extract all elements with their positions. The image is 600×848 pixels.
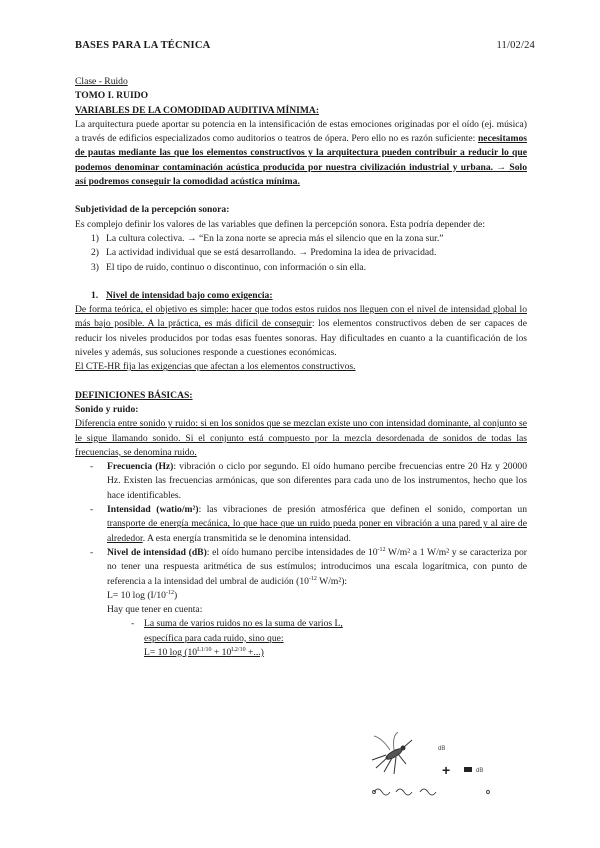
tome-title: TOMO I. RUIDO	[75, 90, 149, 102]
section-title: VARIABLES DE LA COMODIDAD AUDITIVA MÍNIMA:	[75, 104, 320, 116]
header-title: BASES PARA LA TÉCNICA	[75, 40, 211, 51]
sum-item: - La suma de varios ruidos no es la suma de varios L,	[131, 618, 343, 630]
document-body	[75, 75, 527, 660]
mosquito-sum-diagram	[368, 732, 500, 812]
subjectivity-list	[75, 232, 527, 275]
definitions-subtitle: Sonido y ruido:	[75, 403, 139, 415]
level-item: - Nivel de intensidad (dB): el oído humano percibe intensidades de $10^{-12}$ W/m² a 1 W/m² y se caracteriza por no tener una respuesta aritmética de sus estímulos; introducimos una escala logarítmica, con punto de referencia a la intensidad del umbral de audición ($10^{-12}$ W/m²):	[90, 546, 527, 587]
definitions-title: DEFINICIONES BÁSICAS:	[75, 389, 193, 401]
intro-emphasis: necesitamos de pautas mediante las que los elementos constructivos y la arquitectura pueden contribuir a reducir lo que podemos denominar contaminación acústica producida por nuestra civilización industrial y urbana. → Solo así podremos conseguir la comodidad acústica mínima.	[75, 133, 527, 188]
label-top: dB	[438, 746, 446, 752]
sound-noise-paragraph: Diferencia entre sonido y ruido: si en los sonidos que se mezclan existe uno con intensidad dominante, al conjunto se le sigue llamando sonido. Si el conjunto está compuesto por la mezcla desordenada de sonidos de todas las frecuencias, se denomina ruido.	[75, 418, 527, 458]
label-right: dB	[476, 768, 484, 774]
plus-sign: +	[442, 762, 451, 778]
level-title: Nivel de intensidad bajo como exigencia:	[106, 289, 273, 301]
mosquito-icon	[372, 732, 412, 774]
cte-note: El CTE-HR fija las exigencias que afectan a los elementos constructivos.	[75, 361, 356, 373]
sum-item-cont: específica para cada ruido, sino que:	[144, 632, 284, 644]
list-item: 3) El tipo de ruido, continuo o discontinuo, con información o sin ella.	[91, 261, 367, 273]
intro-paragraph	[75, 118, 527, 189]
equals-icon	[464, 767, 472, 772]
class-label: Clase - Ruido	[75, 76, 128, 87]
subjectivity-lead: Es complejo definir los valores de las variables que definen la percepción sonora. Esta podría depender de:	[75, 218, 485, 230]
note-line: Hay que tener en cuenta:	[107, 604, 203, 616]
level-title-item: 1. Nivel de intensidad bajo como exigencia:	[91, 289, 273, 301]
page-header	[75, 40, 535, 51]
sound-wave-icons	[373, 789, 490, 795]
intensity-item: - Intensidad (watio/m²): las vibraciones de presión atmosférica que definen el sonido, comportan un transporte de energía mecánica, lo que hace que un ruido pueda poner en vibración a una pared y al aire de alrededor. A esta energía transmitida se le denomina intensidad.	[90, 504, 527, 544]
list-item: 2) La actividad individual que se está desarrollando. → Predomina la idea de privacidad.	[91, 247, 437, 259]
level-paragraph: De forma teórica, el objetivo es simple: hacer que todos estos ruidos nos lleguen con el nivel de intensidad global lo más bajo posible. A la práctica, es más difícil de conseguir: los elementos constructivos deben de ser capaces de reducir los niveles producidos por todas esas fuentes sonoras. Hay dificultades en cuanto a la cuantificación de los niveles y además, sus soluciones responde a cuestiones económicas.	[75, 304, 527, 359]
intro-text: La arquitectura puede aportar su potencia en la intensificación de estas emociones originadas por el oído (ej. música) a través de edificios especializados como auditorios o teatros de ópera. Pero ello no es razón suficiente:	[75, 118, 527, 145]
formula-line: L= 10 $\log (I/10^{-12})$	[107, 589, 178, 601]
frequency-item: - Frecuencia (Hz): vibración o ciclo por segundo. El oído humano percibe frecuencias entre 20 Hz y 20000 Hz. Existen las frecuencias armónicas, que son diferentes para cada uno de los instrumentos, hecho que los hace identificables.	[90, 461, 527, 501]
list-item: 1) La cultura colectiva. → “En la zona norte se aprecia más el silencio que en la zona sur.”	[91, 232, 444, 244]
sum-formula: L= 10 $\log (10^{L1/10} + 10^{L2/10}$ +...)	[144, 646, 264, 658]
level-heading	[75, 289, 527, 303]
header-date: 11/02/24	[496, 40, 535, 51]
subjectivity-title: Subjetividad de la percepción sonora:	[75, 204, 230, 216]
